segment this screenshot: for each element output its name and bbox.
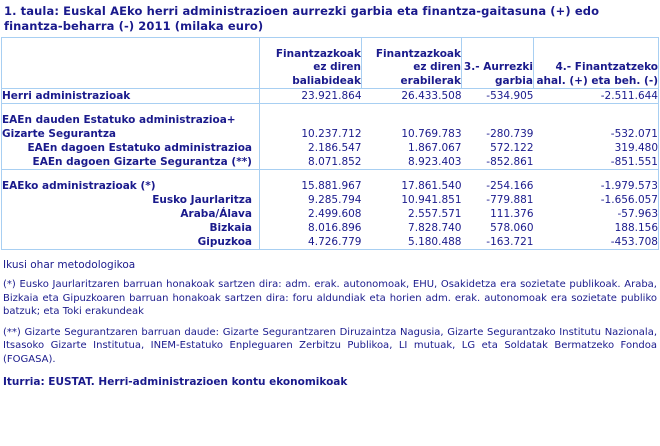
table-group-spacer: [2, 104, 659, 114]
source-line: Iturria: EUSTAT. Herri-administrazioen kontu ekonomikoak: [3, 376, 348, 388]
table-header: [2, 38, 659, 89]
row-value-net-saving: -280.739: [486, 128, 534, 140]
row-value-resources: 2.186.547: [308, 142, 362, 154]
row-value-uses: 26.433.508: [362, 89, 462, 104]
row-label: Herri administrazioak: [2, 89, 260, 104]
page-title: 1. taula: Euskal AEko herri administrazioen aurrezki garbia eta finantza-gaitasuna (+) edo finantza-beharra (-) 2011 (milaka euro): [4, 4, 600, 33]
row-label: EAEko administrazioak (*): [2, 179, 260, 193]
table-row: [2, 193, 659, 207]
row-label: EAEn dagoen Estatuko administrazioa: [2, 141, 260, 155]
row-value-resources: 2.499.608: [308, 208, 362, 220]
row-value-resources: 10.237.712: [301, 128, 362, 140]
row-value-net-saving: 572.122: [490, 142, 534, 154]
row-value-uses: 8.923.403: [362, 155, 462, 170]
row-value-net-saving: -852.861: [462, 155, 534, 170]
spacer-cell: [534, 170, 659, 180]
row-label: EAEn dagoen Gizarte Segurantza (**): [2, 155, 260, 170]
row-value-financing-capacity: -1.979.573: [534, 179, 659, 193]
spacer-cell: [362, 104, 462, 114]
column-header-net-saving: 3.- Aurrezki garbia: [462, 38, 534, 89]
footnote-double-asterisk: (**) Gizarte Segurantzaren barruan daude: Gizarte Segurantzaren Diruzaintza Nagusia, Gizarte Segurantzako Institutu Nazionala, Itsasoko Gizarte Institutua, INEM-Estatuko Enpleguaren Zerbitzu Publikoa, LI mutuak, LG eta Soldatak Bermatzeko Fondoa (FOGASA).: [3, 326, 657, 365]
row-value-resources: 15.881.967: [301, 180, 362, 192]
table-row: [2, 89, 659, 104]
column-header-label: [2, 38, 260, 89]
row-value-resources: 4.726.779: [260, 235, 362, 250]
row-value-uses: 1.867.067: [408, 142, 462, 154]
row-label: EAEn dauden Estatuko administrazioa+ Gizarte Segurantza: [2, 113, 260, 141]
public-administration-table: [1, 37, 659, 250]
table-row: [2, 179, 659, 193]
row-value-financing-capacity: 188.156: [534, 221, 659, 235]
row-label: Gipuzkoa: [2, 235, 260, 250]
row-value-resources: 9.285.794: [308, 194, 362, 206]
methodological-note-link[interactable]: Ikusi ohar metodologikoa: [3, 259, 136, 271]
row-value-uses: 7.828.740: [408, 222, 462, 234]
row-value-financing-capacity: -532.071: [534, 113, 659, 141]
row-value-net-saving: -254.166: [486, 180, 534, 192]
table-row: [2, 235, 659, 250]
row-value-uses: 10.941.851: [401, 194, 462, 206]
spacer-cell: [462, 104, 534, 114]
spacer-cell: [260, 170, 362, 180]
row-value-resources: 23.921.864: [260, 89, 362, 104]
row-value-net-saving: 578.060: [490, 222, 534, 234]
row-value-net-saving: -779.881: [486, 194, 534, 206]
table-group-spacer: [2, 170, 659, 180]
row-value-financing-capacity: -453.708: [534, 235, 659, 250]
row-label: Bizkaia: [2, 221, 260, 235]
table-header-row: [2, 38, 659, 89]
spacer-cell: [462, 170, 534, 180]
row-value-uses: 5.180.488: [362, 235, 462, 250]
row-label: Araba/Álava: [2, 207, 260, 221]
footnote-asterisk: (*) Eusko Jaurlaritzaren barruan honakoak sartzen dira: adm. erak. autonomoak, EHU, Osakidetza era sozietate publikoak. Araba, Bizkaia eta Gipuzkoaren barruan honakoak sartzen dira: foru aldundiak eta horien adm. erak. autonomoak era sozietate publiko batzuk; eta Toki erakundeak: [3, 279, 657, 317]
spacer-cell: [260, 104, 362, 114]
row-value-financing-capacity: 319.480: [534, 141, 659, 155]
spacer-cell: [362, 170, 462, 180]
row-value-net-saving: 111.376: [490, 208, 534, 220]
row-value-net-saving: -534.905: [462, 89, 534, 104]
spacer-cell: [2, 104, 260, 114]
row-label: Eusko Jaurlaritza: [2, 193, 260, 207]
column-header-uses: Finantzazkoak ez diren erabilerak: [362, 38, 462, 89]
table-row: [2, 141, 659, 155]
row-value-financing-capacity: -57.963: [534, 207, 659, 221]
table-row: [2, 207, 659, 221]
table-row: [2, 221, 659, 235]
table-body: [2, 89, 659, 250]
table-row: [2, 155, 659, 170]
column-header-financing-capacity: 4.- Finantzatzeko ahal. (+) eta beh. (-): [534, 38, 659, 89]
column-header-resources: Finantzazkoak ez diren baliabideak: [260, 38, 362, 89]
row-value-financing-capacity: -2.511.644: [534, 89, 659, 104]
table-row: [2, 113, 659, 141]
spacer-cell: [2, 170, 260, 180]
row-value-financing-capacity: -1.656.057: [534, 193, 659, 207]
row-value-net-saving: -163.721: [462, 235, 534, 250]
row-value-financing-capacity: -851.551: [534, 155, 659, 170]
row-value-uses: 10.769.783: [401, 128, 462, 140]
spacer-cell: [534, 104, 659, 114]
row-value-uses: 17.861.540: [401, 180, 462, 192]
row-value-resources: 8.071.852: [260, 155, 362, 170]
row-value-uses: 2.557.571: [408, 208, 462, 220]
row-value-resources: 8.016.896: [308, 222, 362, 234]
